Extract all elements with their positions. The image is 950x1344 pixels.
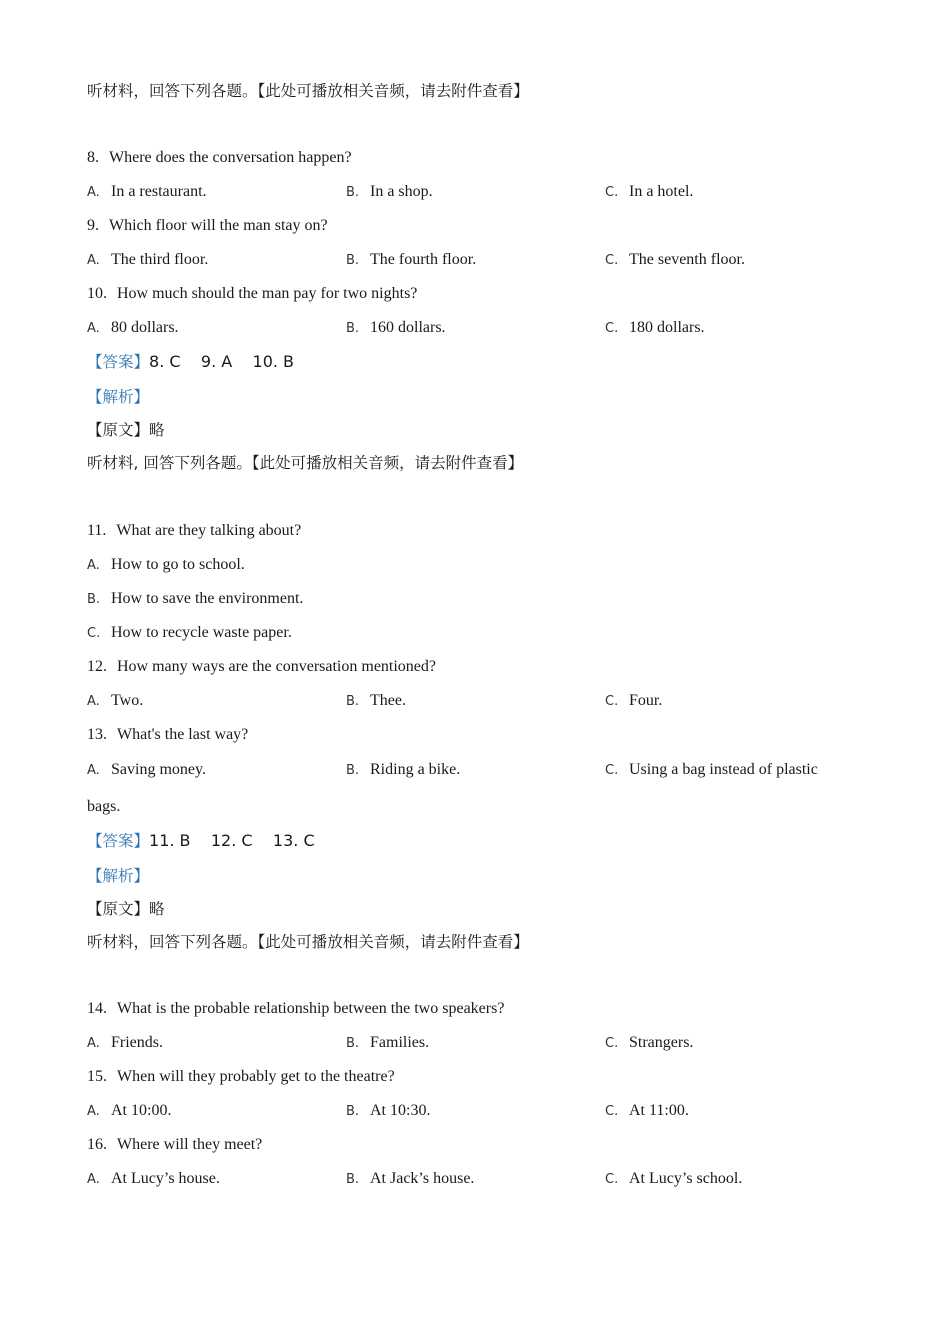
option-12a: A. Two.: [87, 692, 144, 709]
option-8c: C. In a hotel.: [605, 183, 694, 200]
question-13: 13. What's the last way?: [87, 726, 249, 743]
question-10: 10. How much should the man pay for two nights?: [87, 285, 418, 302]
answer-line-2: [87, 831, 315, 852]
question-16: 16. Where will they meet?: [87, 1136, 263, 1153]
analysis-tag-1: 【解析】: [87, 388, 150, 406]
option-8a: A. In a restaurant.: [87, 183, 207, 200]
instruction-3: 听材料，回答下列各题。【此处可播放相关音频，请去附件查看】: [87, 933, 529, 951]
answers: 8. C 9. A 10. B: [149, 352, 295, 371]
answer-tag: 【答案】: [87, 353, 150, 371]
option-12c: C. Four.: [605, 692, 663, 709]
question-number: 8.: [87, 149, 99, 166]
option-9a: A. The third floor.: [87, 251, 209, 268]
option-14a: A. Friends.: [87, 1034, 163, 1051]
option-14c: C. Strangers.: [605, 1034, 694, 1051]
option-15c: C. At 11:00.: [605, 1102, 689, 1119]
option-9b: B. The fourth floor.: [346, 251, 477, 268]
question-9: 9. Which floor will the man stay on?: [87, 217, 328, 234]
option-16a: A. At Lucy’s house.: [87, 1170, 220, 1187]
original-1: 【原文】略: [87, 421, 165, 439]
option-13a: A. Saving money.: [87, 761, 206, 778]
option-10c: C. 180 dollars.: [605, 319, 705, 336]
option-10b: B. 160 dollars.: [346, 319, 446, 336]
answers: 11. B 12. C 13. C: [149, 831, 315, 850]
option-16c: C. At Lucy’s school.: [605, 1170, 743, 1187]
question-12: 12. How many ways are the conversation mentioned?: [87, 658, 437, 675]
option-13b: B. Riding a bike.: [346, 761, 461, 778]
original-2: 【原文】略: [87, 900, 165, 918]
option-8b: B. In a shop.: [346, 183, 433, 200]
option-10a: A. 80 dollars.: [87, 319, 179, 336]
question-14: 14. What is the probable relationship between the two speakers?: [87, 1000, 505, 1017]
analysis-tag-2: 【解析】: [87, 867, 150, 885]
option-13c: C. Using a bag instead of plastic: [605, 761, 818, 778]
answer-tag: 【答案】: [87, 832, 150, 850]
answer-line-1: [87, 352, 294, 373]
instruction-1: 听材料，回答下列各题。【此处可播放相关音频，请去附件查看】: [87, 82, 529, 100]
instruction-2: 听材料, 回答下列各题。【此处可播放相关音频，请去附件查看】: [87, 454, 524, 472]
option-14b: B. Families.: [346, 1034, 430, 1051]
option-11c: C. How to recycle waste paper.: [87, 624, 292, 641]
question-15: 15. When will they probably get to the theatre?: [87, 1068, 395, 1085]
question-text: Where does the conversation happen?: [109, 149, 352, 166]
option-13c-wrap: bags.: [87, 798, 121, 815]
option-11a: A. How to go to school.: [87, 556, 245, 573]
option-12b: B. Thee.: [346, 692, 406, 709]
option-11b: B. How to save the environment.: [87, 590, 304, 607]
option-16b: B. At Jack’s house.: [346, 1170, 475, 1187]
option-15a: A. At 10:00.: [87, 1102, 172, 1119]
question-8: [87, 148, 352, 168]
option-9c: C. The seventh floor.: [605, 251, 745, 268]
option-15b: B. At 10:30.: [346, 1102, 431, 1119]
question-11: 11. What are they talking about?: [87, 522, 302, 539]
